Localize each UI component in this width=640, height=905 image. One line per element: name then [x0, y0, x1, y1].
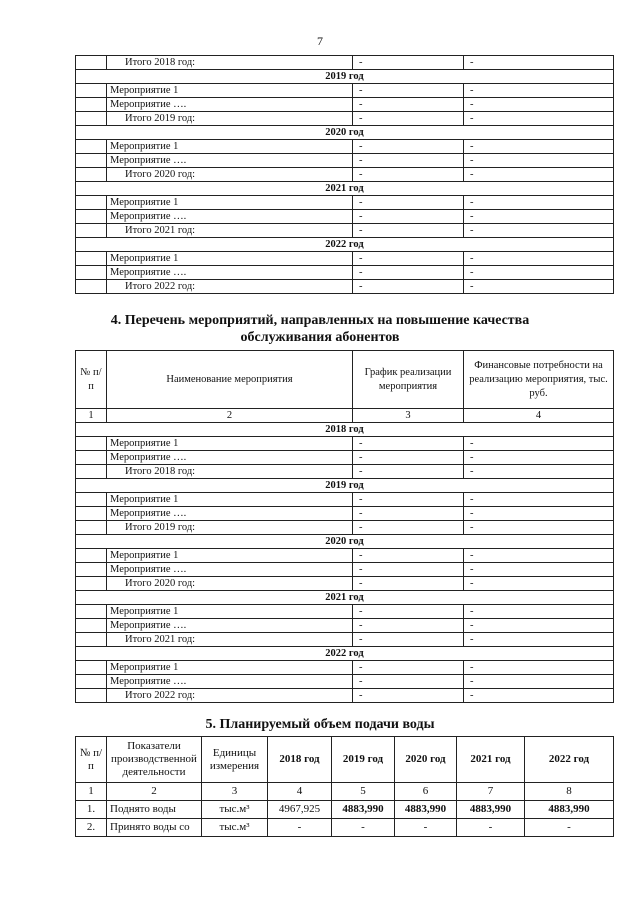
header-finance: Финансовые потребности на реализацию мероприятия, тыс. руб.: [464, 351, 614, 409]
finance-cell: -: [464, 521, 614, 535]
numbering-row: [76, 409, 614, 423]
page-number: 7: [317, 34, 323, 48]
table-row: [76, 549, 614, 563]
finance-cell: -: [464, 661, 614, 675]
total-label: Итого 2021 год:: [107, 224, 353, 238]
number-cell: [76, 252, 107, 266]
table-row: [76, 210, 614, 224]
col-number: 7: [457, 783, 525, 801]
schedule-cell: -: [353, 549, 464, 563]
table-row: [76, 675, 614, 689]
table-row: [76, 140, 614, 154]
number-cell: [76, 675, 107, 689]
finance-cell: -: [464, 507, 614, 521]
schedule-cell: -: [353, 84, 464, 98]
schedule-cell: -: [353, 112, 464, 126]
finance-cell: -: [464, 437, 614, 451]
total-label: Итого 2019 год:: [107, 112, 353, 126]
table-row: [76, 619, 614, 633]
col-number: 8: [525, 783, 614, 801]
year-label: 2020 год: [76, 535, 614, 549]
schedule-cell: -: [353, 521, 464, 535]
number-cell: [76, 451, 107, 465]
finance-cell: -: [464, 112, 614, 126]
finance-cell: -: [464, 465, 614, 479]
table-row: [76, 451, 614, 465]
total-label: Итого 2020 год:: [107, 168, 353, 182]
year-row: [76, 182, 614, 196]
schedule-cell: -: [353, 605, 464, 619]
activity-label: Мероприятие ….: [107, 675, 353, 689]
number-cell: [76, 98, 107, 112]
schedule-cell: -: [353, 224, 464, 238]
schedule-cell: -: [353, 661, 464, 675]
table-row: [76, 507, 614, 521]
number-cell: [76, 154, 107, 168]
schedule-cell: -: [353, 98, 464, 112]
section4-title-line2: обслуживания абонентов: [240, 330, 400, 345]
table-row: [76, 98, 614, 112]
total-label: Итого 2022 год:: [107, 689, 353, 703]
table-row: [76, 633, 614, 647]
schedule-cell: -: [353, 507, 464, 521]
finance-cell: -: [464, 224, 614, 238]
table-row: [76, 252, 614, 266]
year-label: 2021 год: [76, 182, 614, 196]
numbering-row: [76, 783, 614, 801]
activity-label: Мероприятие 1: [107, 196, 353, 210]
schedule-cell: -: [353, 563, 464, 577]
header-number: № п/п: [76, 351, 107, 409]
finance-cell: -: [464, 252, 614, 266]
table-row: [76, 521, 614, 535]
activity-label: Мероприятие ….: [107, 266, 353, 280]
number-cell: [76, 140, 107, 154]
schedule-cell: -: [353, 437, 464, 451]
finance-cell: -: [464, 563, 614, 577]
table-row: [76, 465, 614, 479]
table-row: [76, 280, 614, 294]
table-row: [76, 84, 614, 98]
activity-label: Мероприятие ….: [107, 563, 353, 577]
value-cell: -: [332, 819, 395, 837]
row-number: 2.: [76, 819, 107, 837]
header-year: 2019 год: [332, 737, 395, 783]
header-year: 2021 год: [457, 737, 525, 783]
number-cell: [76, 689, 107, 703]
header-name: Наименование мероприятия: [107, 351, 353, 409]
unit-cell: тыс.м³: [202, 819, 268, 837]
value-cell: 4883,990: [395, 801, 457, 819]
activity-label: Мероприятие ….: [107, 210, 353, 224]
year-row: [76, 423, 614, 437]
total-label: Итого 2022 год:: [107, 280, 353, 294]
schedule-cell: -: [353, 577, 464, 591]
finance-cell: -: [464, 675, 614, 689]
value-cell: -: [395, 819, 457, 837]
activities-table-continued: [75, 55, 614, 294]
activity-label: Мероприятие 1: [107, 252, 353, 266]
value-cell: -: [525, 819, 614, 837]
number-cell: [76, 280, 107, 294]
activity-label: Мероприятие 1: [107, 549, 353, 563]
year-row: [76, 126, 614, 140]
schedule-cell: -: [353, 451, 464, 465]
table-row: [76, 605, 614, 619]
year-label: 2019 год: [76, 70, 614, 84]
schedule-cell: -: [353, 689, 464, 703]
col-number: 3: [353, 409, 464, 423]
finance-cell: -: [464, 577, 614, 591]
value-cell: -: [268, 819, 332, 837]
number-cell: [76, 563, 107, 577]
value-cell: 4883,990: [457, 801, 525, 819]
table-row: [76, 689, 614, 703]
col-number: 6: [395, 783, 457, 801]
table-row: [76, 801, 614, 819]
number-cell: [76, 224, 107, 238]
year-row: [76, 647, 614, 661]
number-cell: [76, 112, 107, 126]
number-cell: [76, 521, 107, 535]
year-label: 2021 год: [76, 591, 614, 605]
section5-title: 5. Планируемый объем подачи воды: [205, 717, 435, 732]
activity-label: Мероприятие ….: [107, 154, 353, 168]
number-cell: [76, 549, 107, 563]
value-cell: 4967,925: [268, 801, 332, 819]
indicator-name: Принято воды со: [107, 819, 202, 837]
year-row: [76, 238, 614, 252]
schedule-cell: -: [353, 140, 464, 154]
finance-cell: -: [464, 98, 614, 112]
col-number: 1: [76, 783, 107, 801]
schedule-cell: -: [353, 154, 464, 168]
table-row: [76, 661, 614, 675]
schedule-cell: -: [353, 465, 464, 479]
activity-label: Мероприятие ….: [107, 619, 353, 633]
header-year: 2022 год: [525, 737, 614, 783]
schedule-cell: -: [353, 196, 464, 210]
number-cell: [76, 661, 107, 675]
value-cell: 4883,990: [525, 801, 614, 819]
number-cell: [76, 196, 107, 210]
finance-cell: -: [464, 266, 614, 280]
table-row: [76, 563, 614, 577]
section4-title: [0, 312, 640, 346]
finance-cell: -: [464, 633, 614, 647]
number-cell: [76, 210, 107, 224]
activity-label: Мероприятие 1: [107, 437, 353, 451]
table-row: [76, 224, 614, 238]
finance-cell: -: [464, 605, 614, 619]
finance-cell: -: [464, 619, 614, 633]
number-cell: [76, 577, 107, 591]
activity-label: Мероприятие 1: [107, 84, 353, 98]
year-row: [76, 479, 614, 493]
header-indicator: Показатели производственной деятельности: [107, 737, 202, 783]
schedule-cell: -: [353, 168, 464, 182]
year-row: [76, 591, 614, 605]
schedule-cell: -: [353, 266, 464, 280]
value-cell: 4883,990: [332, 801, 395, 819]
activity-label: Мероприятие ….: [107, 507, 353, 521]
table-row: [76, 577, 614, 591]
number-cell: [76, 605, 107, 619]
service-quality-table: [75, 350, 614, 703]
number-cell: [76, 493, 107, 507]
activity-label: Мероприятие ….: [107, 98, 353, 112]
activity-label: Мероприятие 1: [107, 493, 353, 507]
finance-cell: -: [464, 210, 614, 224]
total-label: Итого 2019 год:: [107, 521, 353, 535]
number-cell: [76, 437, 107, 451]
table-row: [76, 266, 614, 280]
indicator-name: Поднято воды: [107, 801, 202, 819]
year-label: 2018 год: [76, 423, 614, 437]
row-number: 1.: [76, 801, 107, 819]
table-row: [76, 196, 614, 210]
year-label: 2019 год: [76, 479, 614, 493]
header-year: 2020 год: [395, 737, 457, 783]
schedule-cell: -: [353, 210, 464, 224]
schedule-cell: -: [353, 619, 464, 633]
total-label: Итого 2021 год:: [107, 633, 353, 647]
finance-cell: -: [464, 140, 614, 154]
year-label: 2022 год: [76, 647, 614, 661]
table-row: [76, 493, 614, 507]
header-year: 2018 год: [268, 737, 332, 783]
number-cell: [76, 465, 107, 479]
number-cell: [76, 633, 107, 647]
number-cell: [76, 507, 107, 521]
header-unit: Единицы измерения: [202, 737, 268, 783]
finance-cell: -: [464, 451, 614, 465]
year-row: [76, 70, 614, 84]
total-label: Итого 2020 год:: [107, 577, 353, 591]
section4-title-line1: 4. Перечень мероприятий, направленных на повышение качества: [110, 313, 530, 328]
table-row: [76, 168, 614, 182]
header-number: № п/п: [76, 737, 107, 783]
schedule-cell: -: [353, 493, 464, 507]
year-label: 2020 год: [76, 126, 614, 140]
header-schedule: График реализации мероприятия: [353, 351, 464, 409]
col-number: 4: [268, 783, 332, 801]
schedule-cell: -: [353, 675, 464, 689]
col-number: 2: [107, 783, 202, 801]
number-cell: [76, 619, 107, 633]
number-cell: [76, 168, 107, 182]
year-label: 2022 год: [76, 238, 614, 252]
table-row: [76, 56, 614, 70]
schedule-cell: -: [353, 252, 464, 266]
unit-cell: тыс.м³: [202, 801, 268, 819]
total-label: Итого 2018 год:: [107, 56, 353, 70]
value-cell: -: [457, 819, 525, 837]
year-row: [76, 535, 614, 549]
water-supply-table: [75, 736, 614, 837]
col-number: 1: [76, 409, 107, 423]
number-cell: [76, 266, 107, 280]
col-number: 5: [332, 783, 395, 801]
activity-label: Мероприятие 1: [107, 661, 353, 675]
table-row: [76, 437, 614, 451]
table-row: [76, 819, 614, 837]
col-number: 4: [464, 409, 614, 423]
header-row: [76, 737, 614, 783]
finance-cell: -: [464, 196, 614, 210]
table-row: [76, 154, 614, 168]
finance-cell: -: [464, 280, 614, 294]
finance-cell: -: [464, 689, 614, 703]
col-number: 3: [202, 783, 268, 801]
activity-label: Мероприятие 1: [107, 605, 353, 619]
finance-cell: -: [464, 493, 614, 507]
finance-cell: -: [464, 84, 614, 98]
finance-cell: -: [464, 168, 614, 182]
number-cell: [76, 84, 107, 98]
activity-label: Мероприятие ….: [107, 451, 353, 465]
finance-cell: -: [464, 56, 614, 70]
schedule-cell: -: [353, 56, 464, 70]
total-label: Итого 2018 год:: [107, 465, 353, 479]
finance-cell: -: [464, 154, 614, 168]
header-row: [76, 351, 614, 409]
schedule-cell: -: [353, 280, 464, 294]
schedule-cell: -: [353, 633, 464, 647]
table-row: [76, 112, 614, 126]
activity-label: Мероприятие 1: [107, 140, 353, 154]
col-number: 2: [107, 409, 353, 423]
finance-cell: -: [464, 549, 614, 563]
